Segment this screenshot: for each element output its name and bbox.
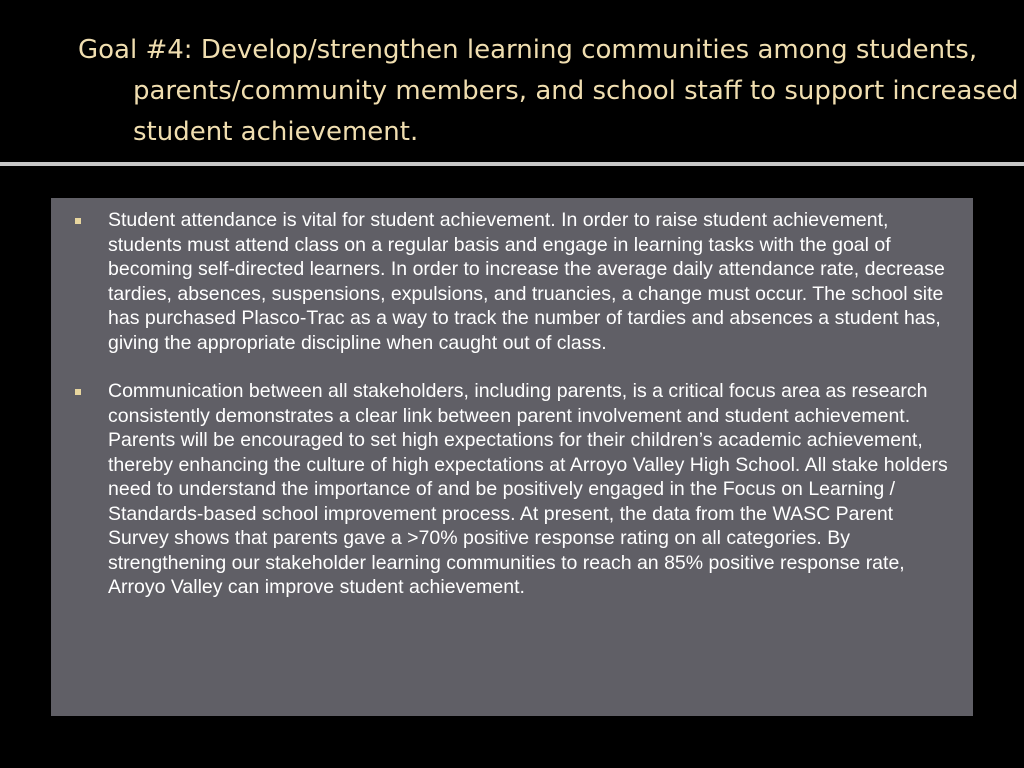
bullet-item [75, 208, 955, 355]
bullet-list [75, 208, 955, 600]
square-bullet-icon [75, 389, 81, 395]
square-bullet-icon [75, 218, 81, 224]
content-box [51, 198, 973, 716]
bullet-text: Student attendance is vital for student achievement. In order to raise student achievement, students must attend class on a regular basis and engage in learning tasks with the goal of becoming self-directed learners. In order to increase the average daily attendance rate, decrease tardies, absences, suspensions, expulsions, and truancies, a change must occur. The school site has purchased Plasco-Trac as a way to track the number of tardies and absences a student has, giving the appropriate discipline when caught out of class. [108, 209, 945, 354]
bullet-item [75, 379, 955, 600]
bullet-text: Communication between all stakeholders, including parents, is a critical focus area as research consistently demonstrates a clear link between parent involvement and student achievement. Parents will be encouraged to set high expectations for their children’s academic achievement, thereby enhancing the culture of high expectations at Arroyo Valley High School. All stake holders need to understand the importance of and be positively engaged in the Focus on Learning / Standards-based school improvement process. At present, the data from the WASC Parent Survey shows that parents gave a >70% positive response rating on all categories. By strengthening our stakeholder learning communities to reach an 85% positive response rate, Arroyo Valley can improve student achievement. [108, 380, 948, 598]
slide-title: Goal #4: Develop/strengthen learning communities among students, parents/community members, and school staff to support increased student achievement. [78, 35, 1019, 147]
title-divider [0, 162, 1024, 166]
